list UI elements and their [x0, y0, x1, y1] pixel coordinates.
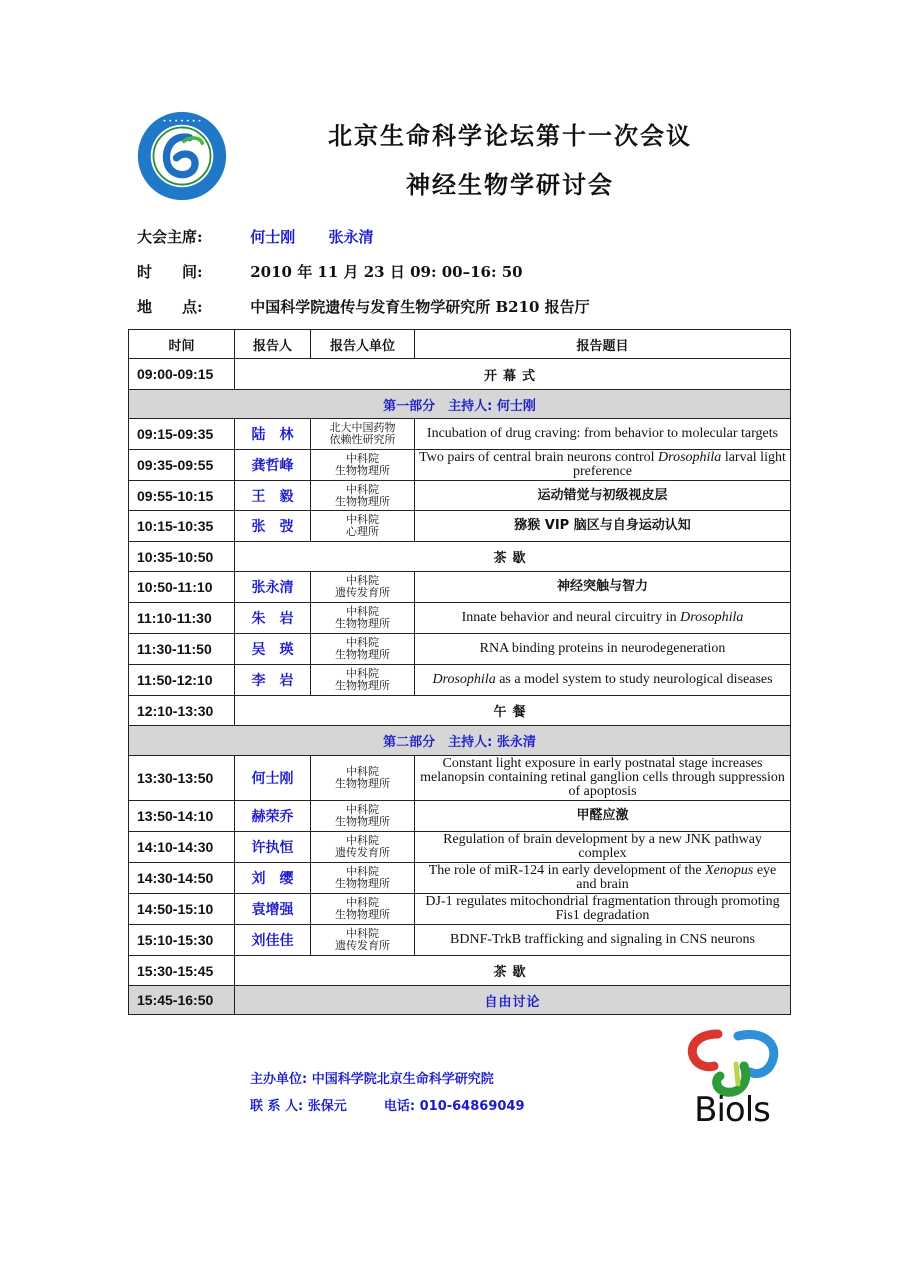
time-cell: 15:30-15:45	[129, 956, 235, 986]
chair-names	[250, 226, 401, 247]
talk-row	[129, 603, 791, 634]
page-subtitle: 神经生物学研讨会	[406, 171, 614, 199]
event-row	[129, 542, 791, 572]
host-value: 中国科学院北京生命科学研究院	[311, 1072, 494, 1087]
topic-text: eye and brain	[576, 863, 777, 892]
affiliation-cell	[311, 572, 415, 603]
affiliation-line: 生物物理所	[335, 648, 390, 661]
time-cell: 11:50-12:10	[129, 665, 235, 696]
affiliation-line: 生物物理所	[335, 679, 390, 692]
topic-cell: 甲醛应激	[415, 801, 791, 832]
event-label: 开幕式	[235, 359, 791, 390]
speaker-cell: 李 岩	[235, 665, 311, 696]
talk-row	[129, 863, 791, 894]
beijing-forum-logo	[136, 110, 228, 202]
time-line	[137, 261, 523, 282]
speaker-cell: 张永清	[235, 572, 311, 603]
contact-label: 联 系 人:	[250, 1099, 304, 1114]
affiliation-line: 中科院	[346, 834, 379, 847]
affiliation-line: 中科院	[346, 482, 379, 496]
table-header-row	[129, 330, 791, 359]
time-cell: 10:15-10:35	[129, 511, 235, 542]
topic-cell	[415, 863, 791, 894]
affiliation-line: 中科院	[346, 636, 379, 649]
topic-italic: Xenopus	[705, 863, 754, 878]
time-cell: 14:30-14:50	[129, 863, 235, 894]
time-cell: 09:15-09:35	[129, 419, 235, 450]
host-line	[250, 1068, 494, 1087]
topic-cell: RNA binding proteins in neurodegeneration	[415, 634, 791, 665]
talk-row	[129, 665, 791, 696]
affiliation-line: 依赖性研究所	[329, 433, 396, 446]
affiliation-line: 遗传发育所	[335, 939, 390, 952]
chair-label: 大会主席:	[137, 228, 203, 246]
event-row	[129, 359, 791, 390]
affiliation-line: 中科院	[346, 865, 379, 878]
time-cell: 15:45-16:50	[129, 986, 235, 1015]
chair-name: 张永清	[328, 228, 374, 246]
topic-text: as a model system to study neurological diseases	[495, 672, 773, 687]
topic-cell: BDNF-TrkB trafficking and signaling in CNS neurons	[415, 925, 791, 956]
affiliation-line: 生物物理所	[335, 908, 390, 921]
time-cell: 09:35-09:55	[129, 450, 235, 481]
talk-row	[129, 832, 791, 863]
biols-logo-text: Biols	[694, 1090, 770, 1130]
topic-cell: Regulation of brain development by a new JNK pathway complex	[415, 832, 791, 863]
talk-row	[129, 481, 791, 511]
time-cell: 12:10-13:30	[129, 696, 235, 726]
time-cell: 14:10-14:30	[129, 832, 235, 863]
affiliation-cell	[311, 801, 415, 832]
section-title: 第二部分 主持人: 张永清	[129, 726, 791, 756]
event-label: 自由讨论	[235, 986, 791, 1015]
affiliation-line: 生物物理所	[335, 617, 390, 630]
time-cell: 10:50-11:10	[129, 572, 235, 603]
page-title: 北京生命科学论坛第十一次会议	[328, 122, 692, 150]
speaker-cell: 赫荣乔	[235, 801, 311, 832]
talk-row	[129, 756, 791, 801]
event-row	[129, 986, 791, 1015]
affiliation-line: 生物物理所	[335, 877, 390, 890]
speaker-cell: 张 弢	[235, 511, 311, 542]
affiliation-line: 中科院	[346, 452, 379, 465]
time-cell: 13:50-14:10	[129, 801, 235, 832]
host-label: 主办单位:	[250, 1072, 308, 1087]
event-label: 茶歇	[235, 956, 791, 986]
affiliation-cell	[311, 419, 415, 450]
affiliation-line: 遗传发育所	[335, 586, 390, 599]
talk-row	[129, 511, 791, 542]
topic-cell	[415, 603, 791, 634]
speaker-cell: 吴 瑛	[235, 634, 311, 665]
schedule-table	[128, 329, 791, 1015]
affiliation-line: 生物物理所	[335, 464, 390, 477]
topic-cell: Constant light exposure in early postnatal stage increases melanopsin containing retinal ganglion cells through suppression of apoptosis	[415, 756, 791, 801]
speaker-cell: 许执恒	[235, 832, 311, 863]
affiliation-line: 遗传发育所	[335, 846, 390, 859]
affiliation-line: 中科院	[346, 513, 379, 526]
affiliation-cell	[311, 832, 415, 863]
topic-italic: Drosophila	[658, 450, 722, 465]
time-value: 2010 年 11 月 23 日 09: 00–16: 50	[250, 263, 523, 281]
affiliation-line: 生物物理所	[335, 494, 390, 508]
place-line	[137, 296, 590, 317]
affiliation-cell	[311, 665, 415, 696]
time-cell: 09:00-09:15	[129, 359, 235, 390]
time-cell: 10:35-10:50	[129, 542, 235, 572]
talk-row	[129, 572, 791, 603]
time-label: 时 间:	[137, 263, 203, 281]
topic-cell: 神经突触与智力	[415, 572, 791, 603]
talk-row	[129, 634, 791, 665]
affiliation-line: 中科院	[346, 667, 379, 680]
speaker-cell: 朱 岩	[235, 603, 311, 634]
speaker-cell: 龚哲峰	[235, 450, 311, 481]
time-cell: 14:50-15:10	[129, 894, 235, 925]
affiliation-cell	[311, 756, 415, 801]
talk-row	[129, 894, 791, 925]
column-header-affiliation: 报告人单位	[311, 330, 415, 359]
affiliation-line: 中科院	[346, 896, 379, 909]
topic-cell: DJ-1 regulates mitochondrial fragmentation through promoting Fis1 degradation	[415, 894, 791, 925]
affiliation-cell	[311, 634, 415, 665]
section-row	[129, 726, 791, 756]
affiliation-cell	[311, 925, 415, 956]
contact-line	[250, 1095, 525, 1114]
topic-cell	[415, 665, 791, 696]
affiliation-cell	[311, 603, 415, 634]
contact-value: 张保元	[307, 1099, 347, 1114]
affiliation-line: 北大中国药物	[329, 421, 396, 434]
time-cell: 11:30-11:50	[129, 634, 235, 665]
place-label: 地 点:	[137, 298, 203, 316]
column-header-topic: 报告题目	[415, 330, 791, 359]
talk-row	[129, 450, 791, 481]
affiliation-line: 中科院	[346, 803, 379, 816]
event-label: 茶歇	[235, 542, 791, 572]
affiliation-line: 生物物理所	[335, 777, 390, 790]
time-cell: 15:10-15:30	[129, 925, 235, 956]
topic-text: Two pairs of central brain neurons control	[419, 450, 659, 465]
time-cell: 09:55-10:15	[129, 481, 235, 511]
column-header-speaker: 报告人	[235, 330, 311, 359]
speaker-cell: 袁增强	[235, 894, 311, 925]
affiliation-line: 中科院	[346, 605, 379, 618]
phone-label: 电话:	[383, 1099, 416, 1114]
topic-cell: Incubation of drug craving: from behavior to molecular targets	[415, 419, 791, 450]
place-value: 中国科学院遗传与发育生物学研究所 B210 报告厅	[250, 298, 590, 316]
time-cell: 13:30-13:50	[129, 756, 235, 801]
speaker-cell: 何士刚	[235, 756, 311, 801]
affiliation-line: 中科院	[346, 765, 379, 778]
chair-name: 何士刚	[250, 228, 296, 246]
event-row	[129, 696, 791, 726]
phone-value: 010-64869049	[419, 1099, 525, 1114]
talk-row	[129, 419, 791, 450]
talk-row	[129, 925, 791, 956]
topic-italic: Drosophila	[680, 610, 744, 625]
speaker-cell: 王 毅	[235, 481, 311, 511]
affiliation-cell	[311, 863, 415, 894]
affiliation-line: 中科院	[346, 574, 379, 587]
affiliation-cell	[311, 450, 415, 481]
affiliation-cell	[311, 511, 415, 542]
event-row	[129, 956, 791, 986]
time-cell: 11:10-11:30	[129, 603, 235, 634]
svg-text:• • • • • • •: • • • • • • •	[162, 116, 202, 125]
event-label: 午餐	[235, 696, 791, 726]
section-title: 第一部分 主持人: 何士刚	[129, 390, 791, 419]
topic-text: The role of miR-124 in early development of the	[428, 863, 706, 878]
talk-row	[129, 801, 791, 832]
section-row	[129, 390, 791, 419]
affiliation-line: 生物物理所	[335, 815, 390, 828]
chair-line	[137, 226, 402, 247]
affiliation-line: 中科院	[346, 927, 379, 940]
topic-cell: 猕猴 VIP 脑区与自身运动认知	[415, 511, 791, 542]
topic-text: Innate behavior and neural circuitry in	[461, 610, 681, 625]
speaker-cell: 刘佳佳	[235, 925, 311, 956]
topic-cell	[415, 450, 791, 481]
affiliation-cell	[311, 481, 415, 511]
topic-italic: Drosophila	[432, 672, 496, 687]
column-header-time: 时间	[129, 330, 235, 359]
topic-cell: 运动错觉与初级视皮层	[415, 481, 791, 511]
speaker-cell: 刘 缨	[235, 863, 311, 894]
affiliation-line: 心理所	[346, 525, 379, 538]
affiliation-cell	[311, 894, 415, 925]
speaker-cell: 陆 林	[235, 419, 311, 450]
topic-text: larval light preference	[572, 450, 786, 479]
